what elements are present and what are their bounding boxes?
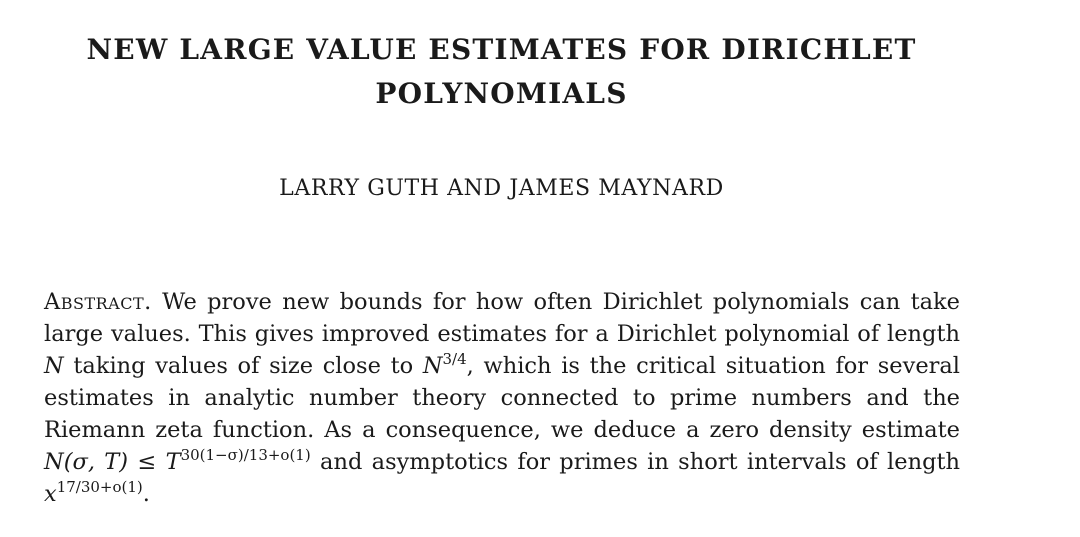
abstract-text-3: , which is the critical situation for several estimates in analytic number theory connected to prime numbers and the Riemann zeta function. As a consequence, we deduce a zero density estimate bbox=[44, 353, 960, 443]
math-exponent-interval: 17/30+o(1) bbox=[56, 478, 143, 496]
abstract-text-2: taking values of size close to bbox=[63, 353, 423, 379]
paper-title bbox=[0, 28, 1003, 116]
paper-title-line-1: NEW LARGE VALUE ESTIMATES FOR DIRICHLET bbox=[86, 33, 917, 66]
math-exponent-three-quarters: 3/4 bbox=[442, 350, 467, 368]
abstract-paragraph bbox=[44, 286, 960, 510]
math-var-x: x bbox=[44, 481, 57, 507]
math-zero-density-formula: N(σ, T) ≤ T bbox=[44, 449, 181, 475]
paper-title-line-2: POLYNOMIALS bbox=[375, 77, 628, 110]
math-var-n: N bbox=[44, 353, 64, 379]
abstract-text-5: . bbox=[142, 481, 150, 507]
paper-authors: LARRY GUTH AND JAMES MAYNARD bbox=[279, 176, 724, 201]
math-exponent-density: 30(1−σ)/13+o(1) bbox=[180, 446, 311, 464]
abstract-text-1: We prove new bounds for how often Dirichlet polynomials can take large values. This gives improved estimates for a Dirichlet polynomial of length bbox=[44, 289, 960, 347]
abstract-label: Abstract. bbox=[44, 289, 152, 315]
abstract-text-4: and asymptotics for primes in short intervals of length bbox=[310, 449, 960, 475]
math-var-n-power: N bbox=[422, 353, 443, 379]
